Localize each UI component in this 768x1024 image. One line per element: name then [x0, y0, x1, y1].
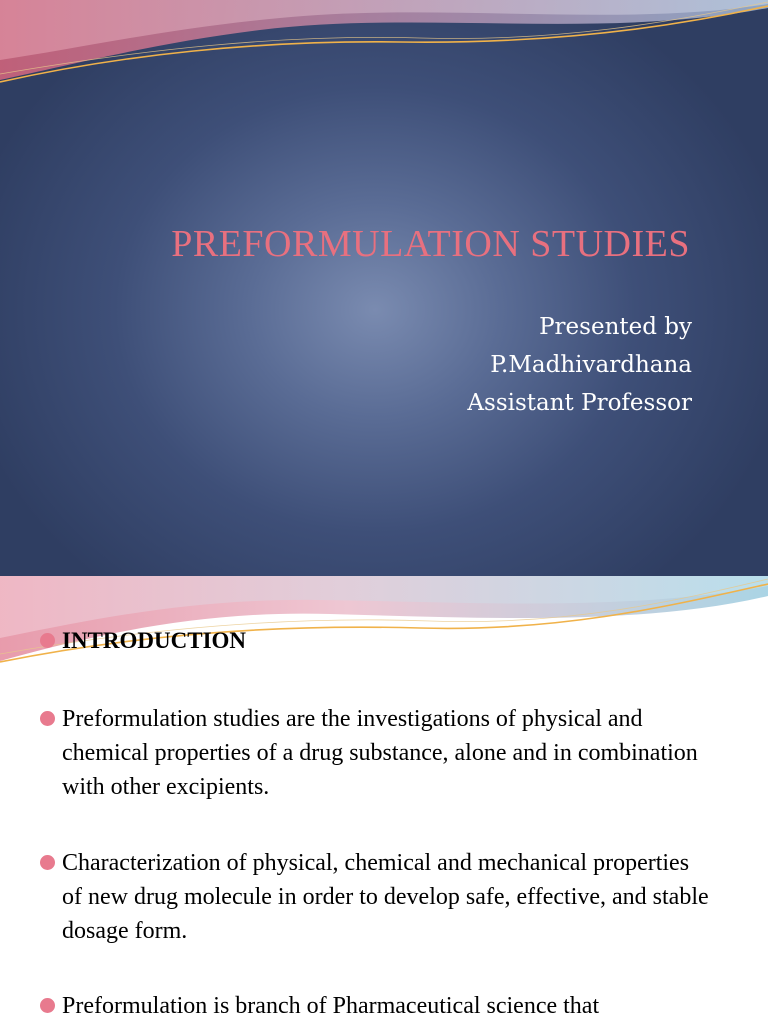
presenter-role: Assistant Professor — [467, 390, 692, 416]
introduction-slide — [0, 576, 768, 1024]
bullet-text: Preformulation is branch of Pharmaceutical science that — [62, 993, 600, 1019]
presenter-info — [0, 308, 692, 422]
bullet-dot-icon — [40, 998, 55, 1013]
bullet-heading — [40, 624, 710, 658]
section-heading: INTRODUCTION — [62, 628, 247, 653]
bullet-dot-icon — [40, 711, 55, 726]
presented-by-line: Presented by — [539, 314, 692, 340]
list-item — [40, 846, 710, 948]
slide-title: PREFORMULATION STUDIES — [171, 223, 690, 265]
presenter-name: P.Madhivardhana — [490, 352, 692, 378]
decorative-swoosh-top — [0, 0, 768, 100]
bullet-text: Preformulation studies are the investigations of physical and chemical properties of a drug substance, alone and in combination with other excipients. — [62, 706, 698, 800]
bullet-text: Characterization of physical, chemical and mechanical properties of new drug molecule in order to develop safe, effective, and stable dosage form. — [62, 850, 709, 944]
bullet-dot-icon — [40, 633, 55, 648]
list-item — [40, 702, 710, 804]
bullet-dot-icon — [40, 855, 55, 870]
list-item — [40, 989, 710, 1023]
